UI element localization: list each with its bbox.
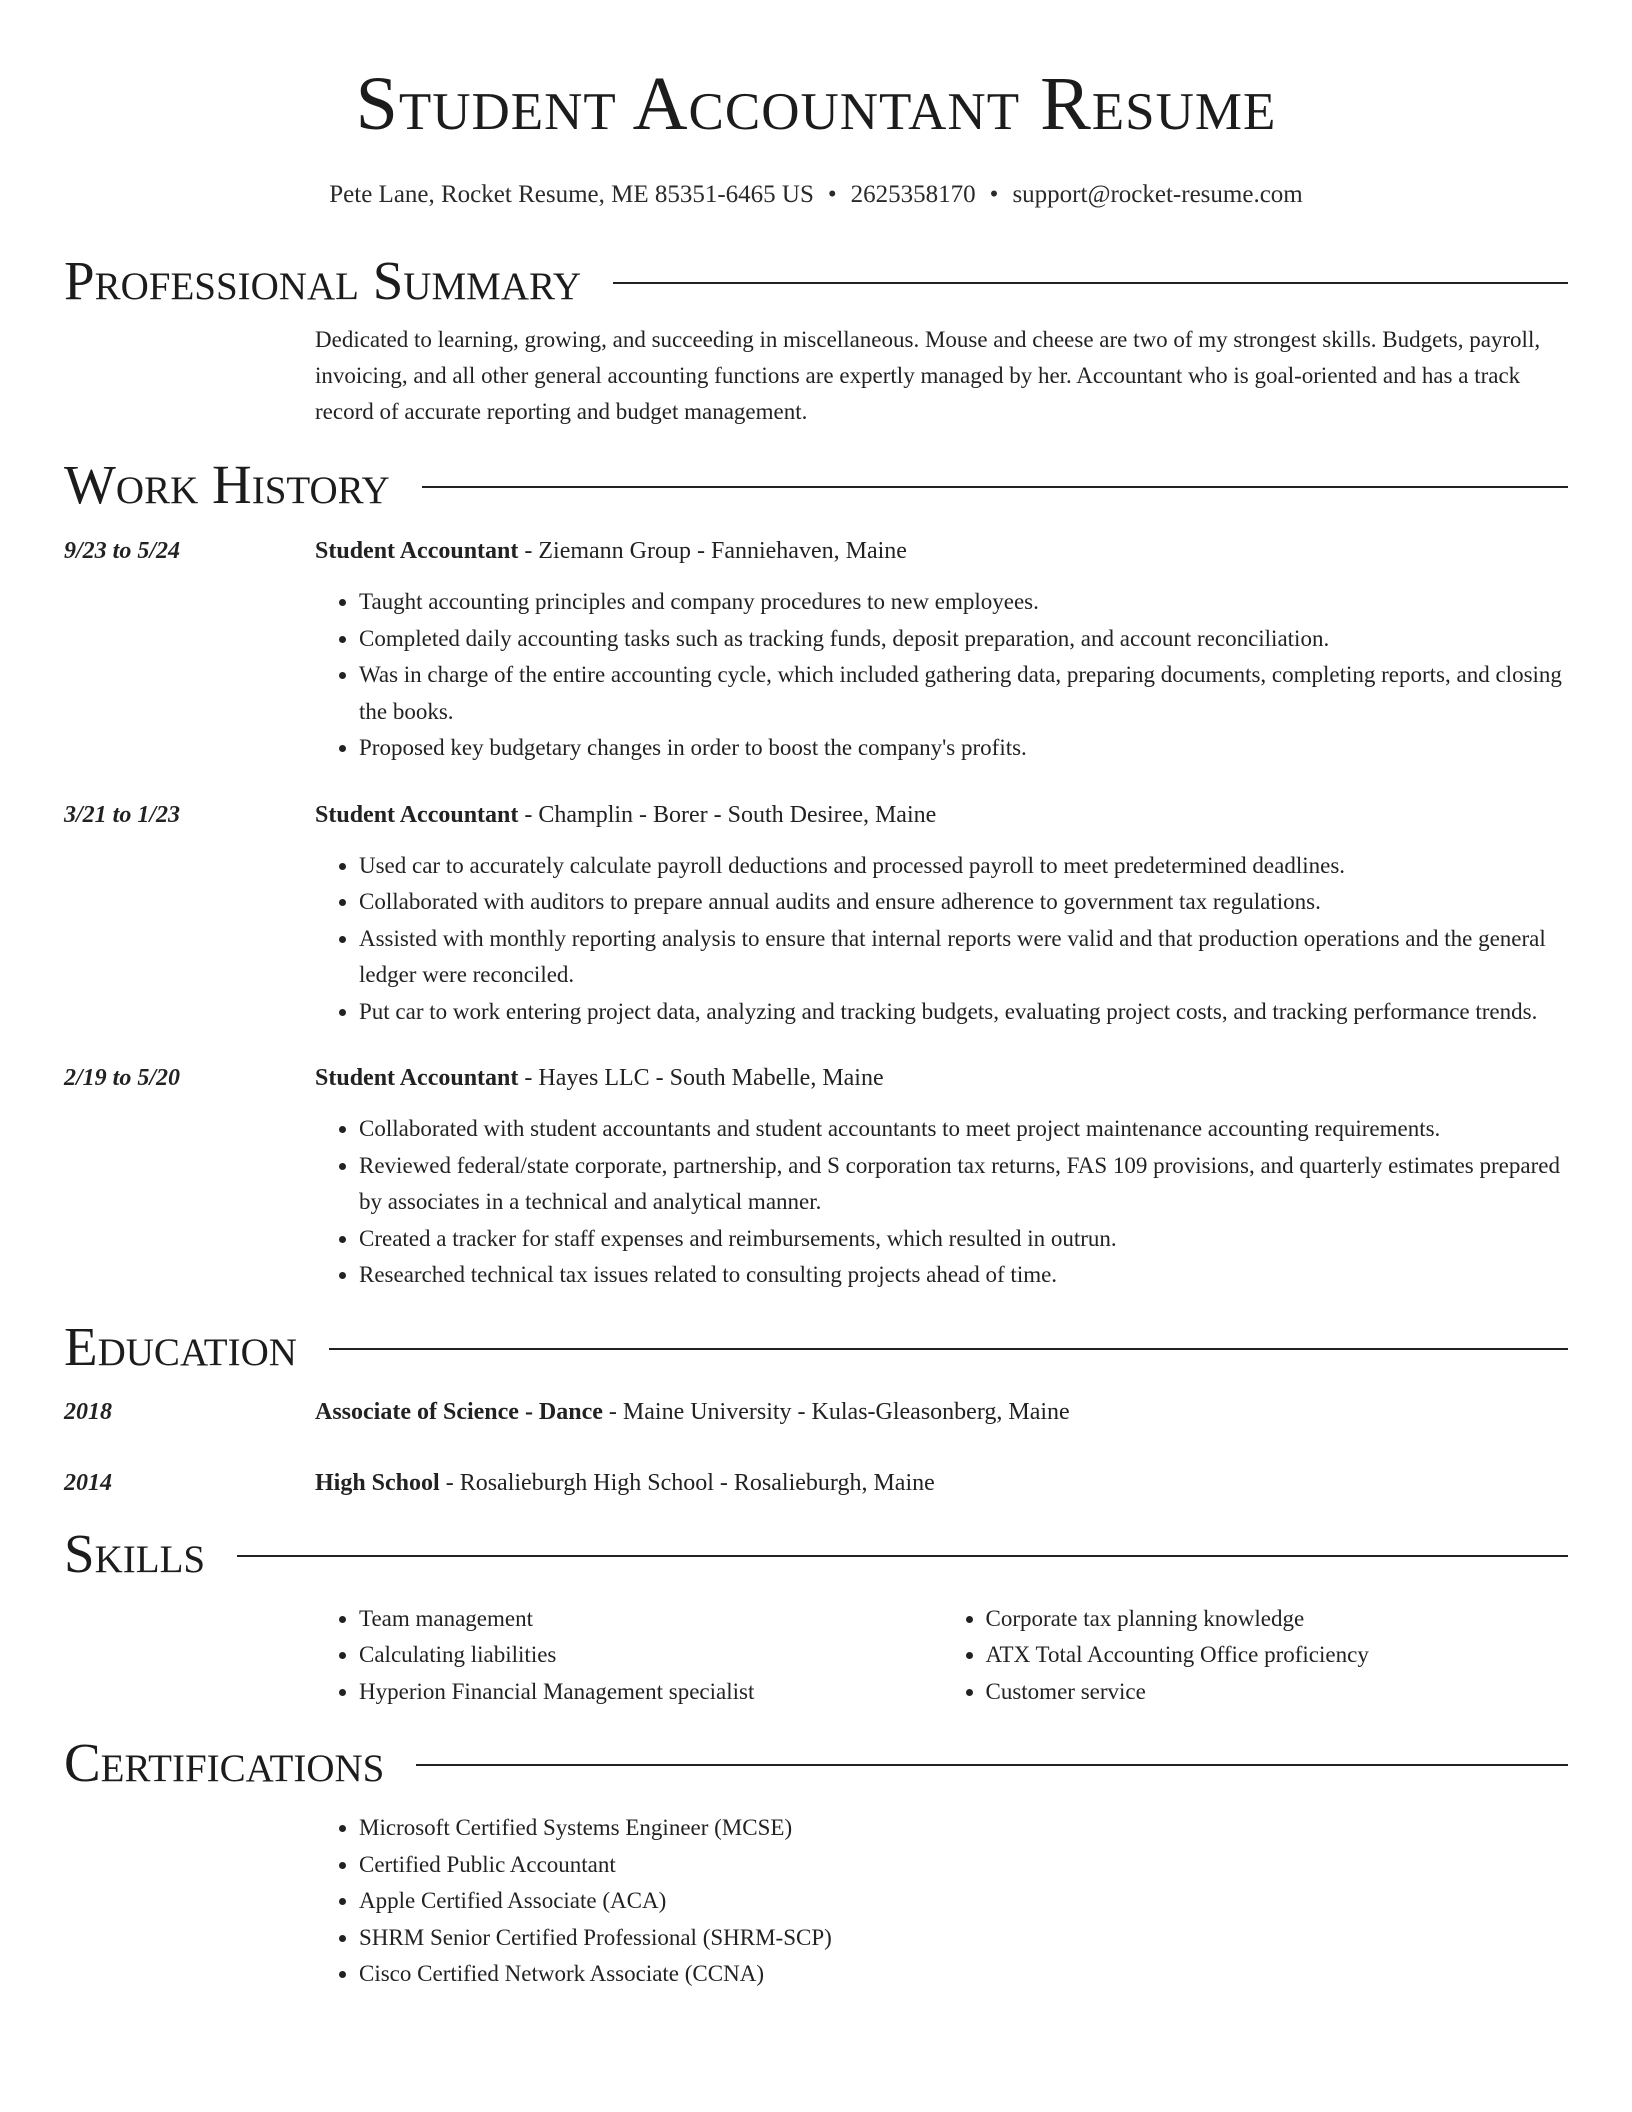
document-title: Student Accountant Resume xyxy=(355,62,1277,146)
contact-separator: • xyxy=(989,181,999,208)
job-entry xyxy=(64,797,1568,1031)
summary-text: Dedicated to learning, growing, and succeeding in miscellaneous. Mouse and cheese are two of my strongest skills. Budgets, payroll, invoicing, and all other general accounting functions are expertly managed by her. Accountant who is goal-oriented and has a track record of accurate reporting and budget management. xyxy=(315,327,1541,424)
job-role: Student Accountant xyxy=(315,538,519,564)
job-date: 3/21 to 1/23 xyxy=(64,801,181,828)
education-details: - Maine University - Kulas-Gleasonberg, Maine xyxy=(602,1398,1070,1425)
education-title-line xyxy=(315,1394,1070,1430)
job-bullets xyxy=(315,848,1568,1031)
education-heading: Education xyxy=(64,1315,297,1377)
contact-line xyxy=(64,180,1568,210)
certifications-list xyxy=(315,1810,1568,1993)
job-bullets-wrap xyxy=(315,1111,1568,1294)
certifications-wrap xyxy=(315,1810,1568,1993)
job-header xyxy=(64,797,1568,833)
list-item: • Completed daily accounting tasks such as tracking funds, deposit preparation, and account reconciliation. xyxy=(359,621,1568,658)
skills-section-header xyxy=(64,1521,1568,1587)
section-divider xyxy=(416,1764,1568,1766)
education-title-line xyxy=(315,1465,935,1501)
job-title-line xyxy=(315,797,936,833)
section-divider xyxy=(329,1348,1568,1350)
education-date: 2014 xyxy=(64,1469,112,1496)
job-bullets-wrap xyxy=(315,584,1568,767)
work-history-heading: Work History xyxy=(64,454,390,515)
list-item: • Microsoft Certified Systems Engineer (MCSE) xyxy=(359,1810,1568,1847)
list-item: • Reviewed federal/state corporate, partnership, and S corporation tax returns, FAS 109 provisions, and quarterly estimates prepared by associates in a technical and analytical manner. xyxy=(359,1148,1568,1221)
list-item: • Assisted with monthly reporting analysis to ensure that internal reports were valid and that production operations and the general ledger were reconciled. xyxy=(359,921,1568,994)
job-header xyxy=(64,1060,1568,1096)
education-entry xyxy=(64,1394,1568,1430)
certifications-heading: Certifications xyxy=(64,1732,385,1793)
section-divider xyxy=(237,1555,1568,1557)
skills-list-right xyxy=(942,1601,1569,1711)
job-entry xyxy=(64,533,1568,767)
list-item: • Cisco Certified Network Associate (CCNA) xyxy=(359,1956,1568,1993)
list-item: • Was in charge of the entire accounting cycle, which included gathering data, preparing documents, completing reports, and closing the books. xyxy=(359,657,1568,730)
list-item: • Team management xyxy=(359,1601,942,1638)
job-date: 9/23 to 5/24 xyxy=(64,538,181,564)
contact-address: Pete Lane, Rocket Resume, ME 85351-6465 US xyxy=(329,181,814,208)
list-item: • Apple Certified Associate (ACA) xyxy=(359,1883,1568,1920)
contact-phone: 2625358170 xyxy=(850,181,976,208)
list-item: • Taught accounting principles and company procedures to new employees. xyxy=(359,584,1568,621)
list-item: • Corporate tax planning knowledge xyxy=(986,1601,1569,1638)
list-item: • ATX Total Accounting Office proficiency xyxy=(986,1637,1569,1674)
section-divider xyxy=(613,282,1568,284)
list-item: • Created a tracker for staff expenses and reimbursements, which resulted in outrun. xyxy=(359,1221,1568,1258)
job-date: 2/19 to 5/20 xyxy=(64,1065,181,1091)
contact-email: support@rocket-resume.com xyxy=(1012,181,1303,208)
list-item: • Collaborated with auditors to prepare annual audits and ensure adherence to government tax regulations. xyxy=(359,884,1568,921)
list-item: • SHRM Senior Certified Professional (SHRM-SCP) xyxy=(359,1920,1568,1957)
list-item: • Hyperion Financial Management specialist xyxy=(359,1674,942,1711)
education-degree: Associate of Science - Dance xyxy=(315,1398,603,1425)
education-entry xyxy=(64,1465,1568,1501)
skills-heading: Skills xyxy=(64,1522,206,1584)
list-item: • Certified Public Accountant xyxy=(359,1847,1568,1884)
education-section-header xyxy=(64,1314,1568,1380)
job-bullets xyxy=(315,584,1568,767)
resume-page xyxy=(64,0,1568,1993)
job-details: - Hayes LLC - South Mabelle, Maine xyxy=(518,1065,884,1091)
list-item: • Used car to accurately calculate payroll deductions and processed payroll to meet predetermined deadlines. xyxy=(359,848,1568,885)
job-entry xyxy=(64,1060,1568,1294)
job-title-line xyxy=(315,1060,884,1096)
job-role: Student Accountant xyxy=(315,801,519,828)
summary-heading: Professional Summary xyxy=(64,250,582,311)
job-role: Student Accountant xyxy=(315,1065,519,1091)
skills-grid xyxy=(315,1601,1568,1711)
list-item: • Put car to work entering project data, analyzing and tracking budgets, evaluating project costs, and tracking performance trends. xyxy=(359,994,1568,1031)
education-degree: High School xyxy=(315,1469,440,1496)
job-bullets-wrap xyxy=(315,848,1568,1031)
work-history-list xyxy=(64,533,1568,1294)
list-item: • Calculating liabilities xyxy=(359,1637,942,1674)
section-divider xyxy=(422,486,1568,488)
job-header xyxy=(64,533,1568,569)
job-details: - Ziemann Group - Fanniehaven, Maine xyxy=(518,538,907,564)
education-date: 2018 xyxy=(64,1398,112,1425)
certifications-section-header xyxy=(64,1730,1568,1796)
list-item: • Researched technical tax issues related to consulting projects ahead of time. xyxy=(359,1257,1568,1294)
list-item: • Collaborated with student accountants and student accountants to meet project maintenance accounting requirements. xyxy=(359,1111,1568,1148)
contact-separator: • xyxy=(827,181,837,208)
job-title-line xyxy=(315,533,907,569)
skills-list-left xyxy=(315,1601,942,1711)
list-item: • Customer service xyxy=(986,1674,1569,1711)
job-details: - Champlin - Borer - South Desiree, Maine xyxy=(518,801,937,828)
summary-section-header xyxy=(64,248,1568,314)
education-details: - Rosalieburgh High School - Rosalieburgh, Maine xyxy=(439,1469,935,1496)
job-bullets xyxy=(315,1111,1568,1294)
work-history-section-header xyxy=(64,452,1568,518)
list-item: • Proposed key budgetary changes in order to boost the company's profits. xyxy=(359,730,1568,767)
